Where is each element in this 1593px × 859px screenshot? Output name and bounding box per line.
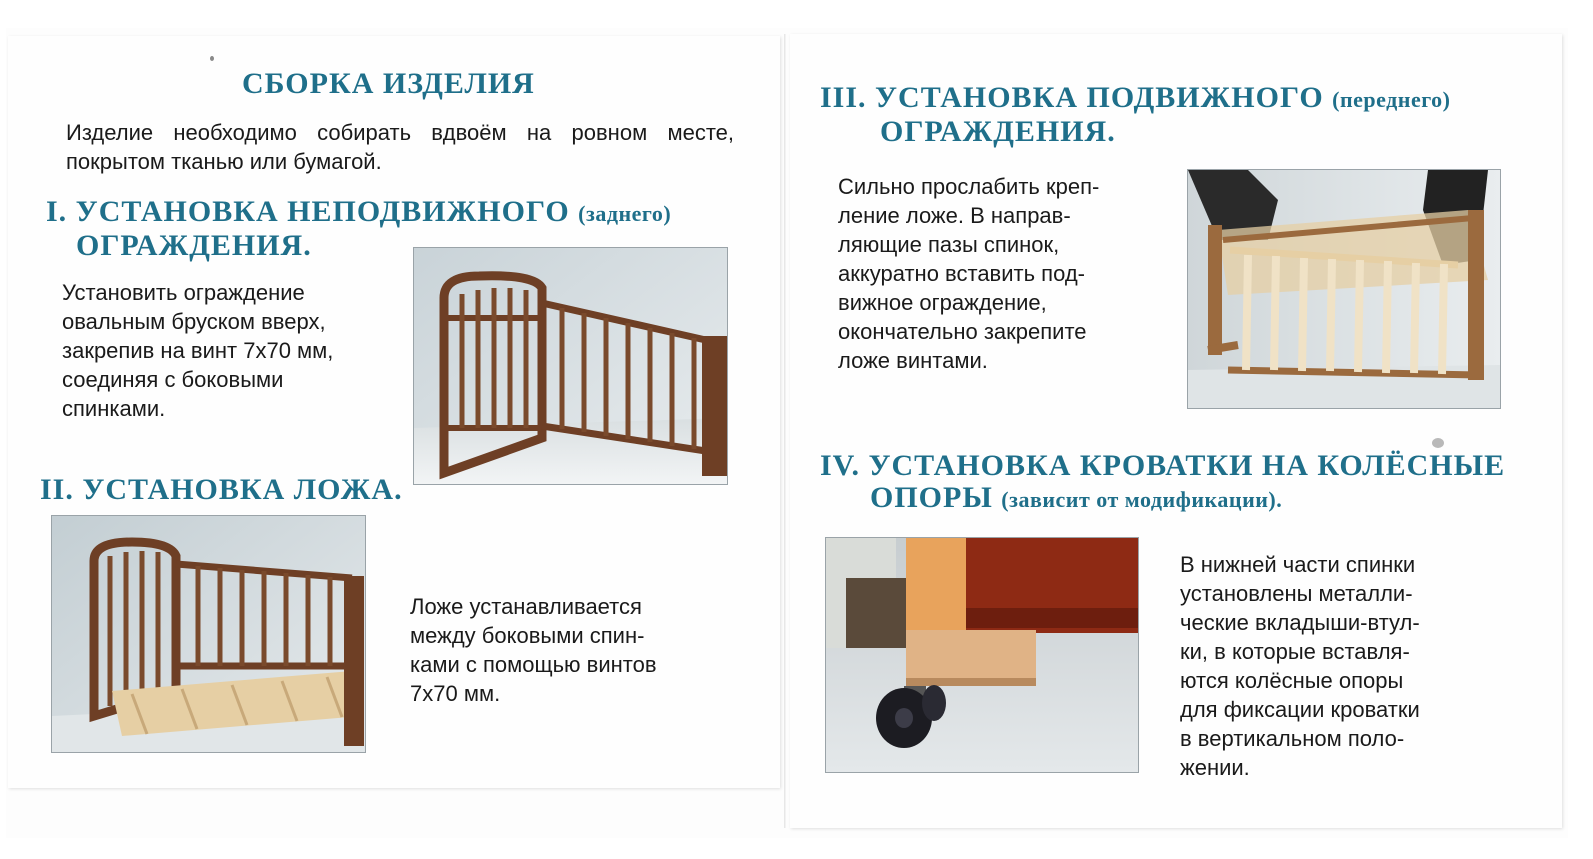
section3-title-note: (переднего) (1332, 87, 1451, 112)
section4-title-note: (зависит от модификации). (1001, 487, 1283, 512)
assembly-title: СБОРКА ИЗДЕЛИЯ (242, 67, 535, 100)
section1-title-main: I. УСТАНОВКА НЕПОДВИЖНОГО (46, 195, 570, 228)
page-fold (784, 34, 786, 828)
paper-speck (1432, 438, 1444, 448)
section1-title-line2: ОГРАЖДЕНИЯ. (76, 229, 312, 262)
crib-rear-rail-photo (414, 248, 727, 484)
crib-bed-base-photo (52, 516, 365, 752)
section2-title: II. УСТАНОВКА ЛОЖА. (40, 473, 403, 506)
assembly-intro: Изделие необходимо собирать вдвоём на ровном месте, покрытом тканью или бумагой. (66, 120, 734, 174)
section1-text: Установить ограждение овальным бруском вверх, закрепив на винт 7х70 мм, соединяя с боковыми спинками. (62, 280, 334, 421)
crib-wheel-photo (826, 538, 1138, 772)
section1-title-note: (заднего) (578, 201, 672, 226)
section3-text: Сильно прослабить креп- ление ложе. В направ- ляющие пазы спинок, аккуратно вставить под- вижное ограждение, окончательно закрепите ложе винтами. (838, 174, 1100, 373)
paper-speck (210, 56, 214, 61)
section3-title (820, 82, 1520, 148)
section4-title (820, 450, 1520, 516)
section3-title-line2: ОГРАЖДЕНИЯ. (880, 115, 1116, 148)
section3-title-main: III. УСТАНОВКА ПОДВИЖНОГО (820, 81, 1324, 114)
crib-front-rail-photo (1188, 170, 1500, 408)
section4-title-line2: ОПОРЫ (870, 481, 993, 514)
section4-text: В нижней части спинки установлены металли- ческие вкладыши-втул- ки, в которые вставля- ются колёсные опоры для фиксации кроватки в вертикальном поло- жении. (1180, 552, 1420, 780)
section4-title-main: IV. УСТАНОВКА КРОВАТКИ НА КОЛЁСНЫЕ (820, 449, 1506, 482)
section2-text: Ложе устанавливается между боковыми спин- ками с помощью винтов 7х70 мм. (410, 594, 657, 706)
